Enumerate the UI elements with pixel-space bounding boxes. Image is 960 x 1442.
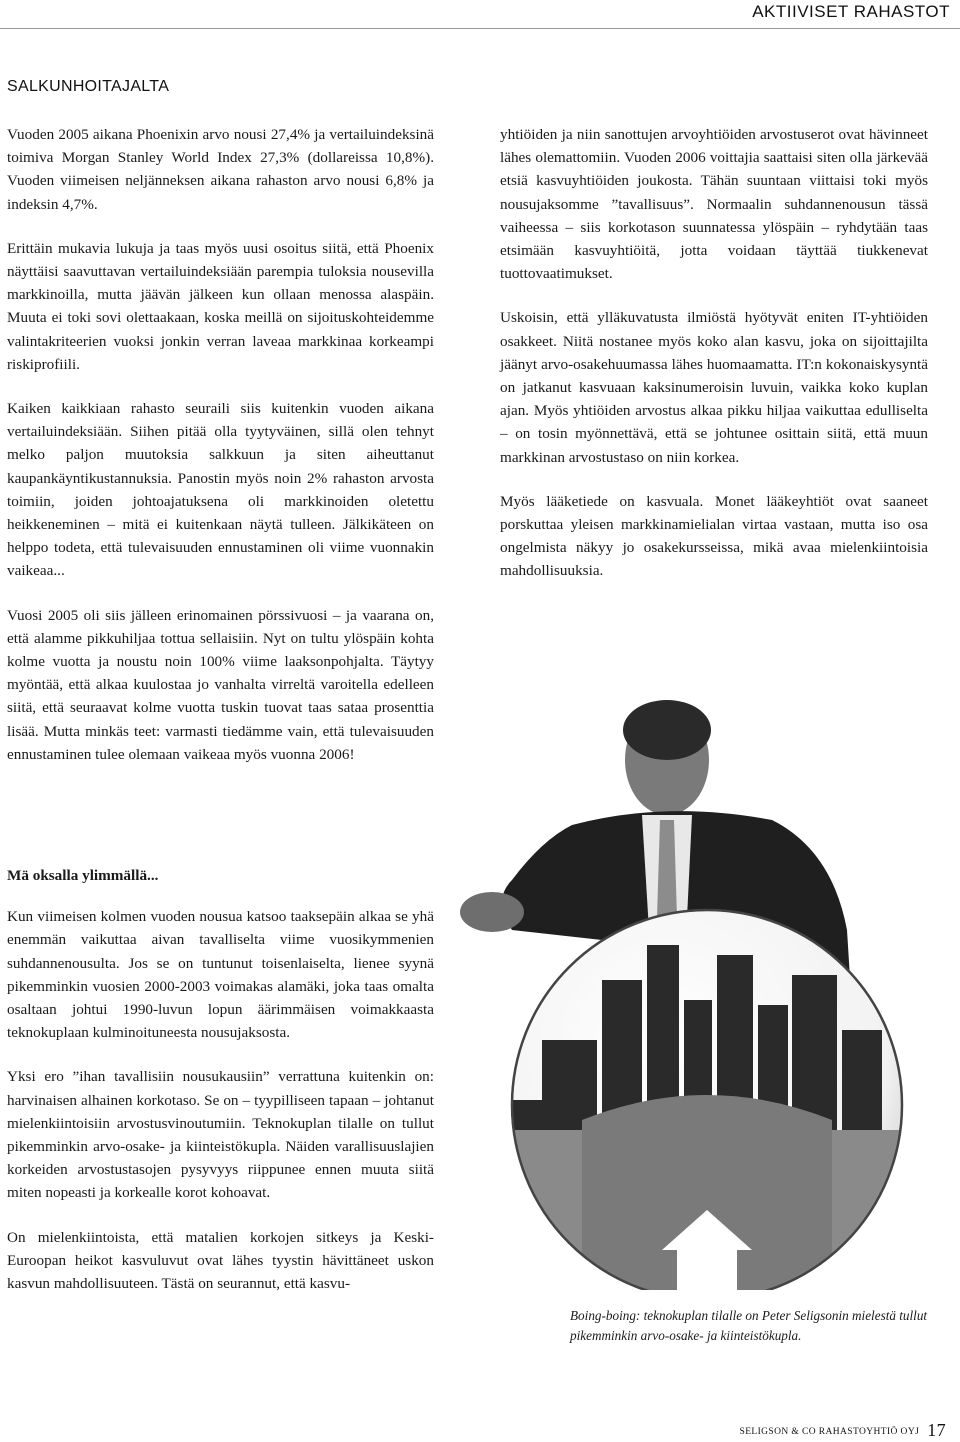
- paragraph: On mielenkiintoista, että matalien korkojen sitkeys ja Keski-Euroopan heikot kasvuluvut ovat lähes tyystin hävittäneet uskon kasvun mahdollisuuteen. Tästä on seurannut, että kasvu-: [7, 1228, 434, 1293]
- left-column-bottom: [7, 864, 434, 1316]
- paragraph: Yksi ero ”ihan tavallisiin nousukausiin” verrattuna kuitenkin on: harvinaisen alhainen korkotaso. Se on – tyypilliseen tapaan – johtanut mielenkiintoisiin arvostusvinoutumiin. Teknokuplan tilalle on tullut pikemminkin arvo-osake- ja kiinteistökupla. Näiden varallisuuslajien korkeiden arvostustasojen pysyvyys riippunee ennen muuta siitä miten nopeasti ja korkealle korot kohoavat.: [7, 1068, 434, 1202]
- publisher-name: SELIGSON & CO RAHASTOYHTIÖ OYJ: [739, 1427, 920, 1437]
- subheading: Mä oksalla ylimmällä...: [7, 867, 159, 884]
- paragraph: yhtiöiden ja niin sanottujen arvoyhtiöiden arvostuserot ovat hävinneet lähes olemattomiin. Vuoden 2006 voittajia saattaisi siten olla järkevää etsiä kasvuyhtiöiden joukosta. Tähän suuntaan viittaisi toki myös nousujaksomme ”tavallisuus”. Normaalin suhdannenousun tässä vaiheessa – siis korkotason suunnatessa ylöspäin – ryhdytään taas etsimään kasvuyhtiöitä, jotta voidaan täyttää tiukkenevat tuottovaatimukset.: [500, 126, 928, 283]
- header-divider: [0, 28, 960, 29]
- page-footer: [740, 1420, 946, 1441]
- paragraph: Vuoden 2005 aikana Phoenixin arvo nousi 27,4% ja vertailuindeksinä toimiva Morgan Stanley World Index 27,3% (dollareissa 10,8%). Vuoden viimeisen neljänneksen aikana rahaston arvo nousi 6,8% ja indeksin 4,7%.: [7, 126, 434, 213]
- portrait-photo: [452, 650, 952, 1290]
- paragraph: Kaiken kaikkiaan rahasto seuraili siis kuitenkin vuoden aikana vertailuindeksiään. Siihen pitää olla tyytyväinen, sillä olen tehnyt melko paljon muutoksia salkkuun ja siten aiheuttanut kaupankäyntikustannuksia. Panostin myös noin 2% rahaston arvosta toimiin, joiden johtoajatuksena oli markkinoiden oletettu heikkeneminen – mitä ei kuitenkaan näytä tulleen. Jälkikäteen on helppo todeta, että tulevaisuuden ennustaminen oli viime vuonnakin vaikeaa...: [7, 400, 434, 580]
- right-column: [500, 123, 928, 604]
- paragraph: Erittäin mukavia lukuja ja taas myös uusi osoitus siitä, että Phoenix näyttäisi saavuttavan vertailuindeksiään parempia tuloksia nousevilla markkinoilla, mutta jäävän jälkeen kun ollaan menossa alaspäin. Muuta ei toki sovi olettaakaan, koska meillä on sijoituskohteidemme valintakriteerien vuoksi jonkin verran laveaa markkinaa korkeampi riskiprofiili.: [7, 239, 434, 373]
- section-title: SALKUNHOITAJALTA: [7, 78, 170, 95]
- paragraph: Vuosi 2005 oli siis jälleen erinomainen pörssivuosi – ja vaarana on, että alamme pikkuhiljaa tottua sellaisiin. Nyt on tultu ylöspäin kohta kolme vuotta ja noustu noin 100% viime laaksonpohjalta. Täytyy myöntää, että alkaa kuulostaa jo vanhalta virreltä varoitella edelleen siitä, että seuraavat kolme vuotta tuskin tuovat taas sataa prosenttia lisää. Mutta minkäs teet: varmasti tiedämme vain, että tulevaisuuden ennustaminen tulee olemaan vaikeaa myös vuonna 2006!: [7, 606, 434, 763]
- hand-shape: [460, 892, 524, 932]
- page-number: 17: [927, 1420, 946, 1440]
- paragraph: Myös lääketiede on kasvuala. Monet lääkeyhtiöt ovat saaneet porskuttaa yleisen markkinamielialan virtaa vastaan, mutta iso osa ongelmista näkyy jo osakekursseissa, mikä avaa mielenkiintoisia mahdollisuuksia.: [500, 492, 928, 580]
- paragraph: Uskoisin, että ylläkuvatusta ilmiöstä hyötyvät eniten IT-yhtiöiden osakkeet. Niitä nostanee myös koko alan kasvu, joka on sijoittajilta jäänyt arvo-osakehuumassa lähes huomaamatta. IT:n kokonaiskysyntä on jatkanut kasvuaan kaksinumeroisin luvuin, vaikka koko kuplan ajan. Myös yhtiöiden arvostus alkaa pikku hiljaa vaikuttaa edulliselta – on tosin myönnettävä, että se johtunee osittain siitä, että muun markkinan arvostustaso on niin korkea.: [500, 309, 928, 466]
- left-column-top: [7, 123, 434, 787]
- paragraph: Kun viimeisen kolmen vuoden nousua katsoo taaksepäin alkaa se yhä enemmän vaikuttaa aivan tavalliselta viime vuosikymmenien suhdannenousulta. Jos se on tuntunut toisenlaiselta, lienee syynä pikemminkin vuosien 2000-2003 voimakas alamäki, joka taas omalta osaltaan johtui 1990-luvun lopun äärimmäisen voimakkaasta teknokuplaan kulminoituneesta nousujaksosta.: [7, 908, 434, 1042]
- photo-caption: Boing-boing: teknokuplan tilalle on Peter Seligsonin mielestä tullut pikemminkin arvo-osake- ja kiinteistökupla.: [570, 1308, 928, 1343]
- section-header-label: AKTIIVISET RAHASTOT: [752, 2, 950, 21]
